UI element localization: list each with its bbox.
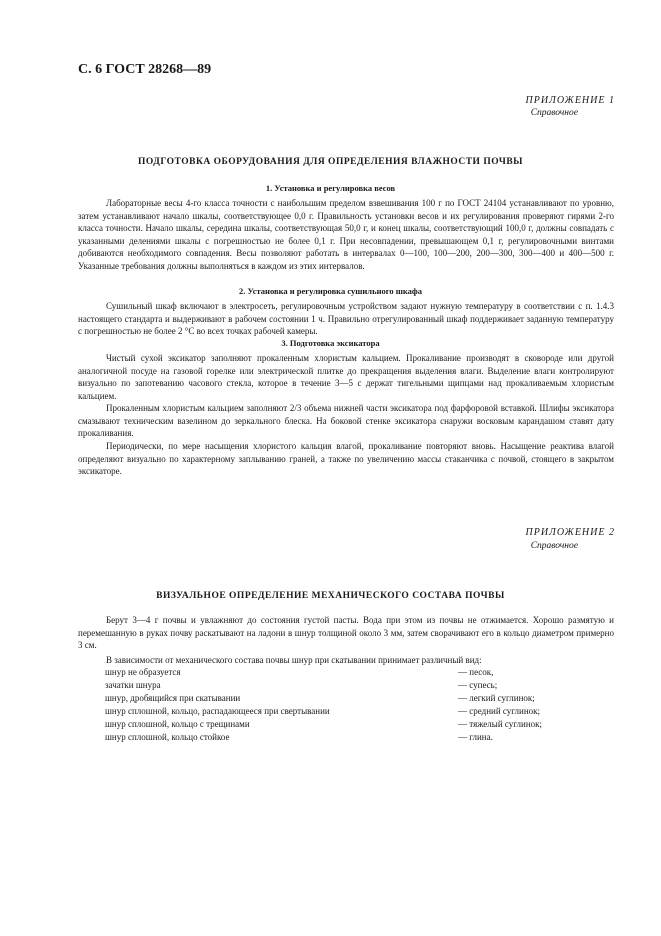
appendix-1-title: ПОДГОТОВКА ОБОРУДОВАНИЯ ДЛЯ ОПРЕДЕЛЕНИЯ ВЛАЖНОСТИ ПОЧВЫ (138, 157, 523, 167)
appendix-2-label: ПРИЛОЖЕНИЕ 2 (525, 527, 615, 538)
soil-row-description: шнур сплошной, кольцо стойкое (105, 732, 230, 742)
appendix-2-title: ВИЗУАЛЬНОЕ ОПРЕДЕЛЕНИЕ МЕХАНИЧЕСКОГО СОСТАВА ПОЧВЫ (156, 591, 505, 601)
soil-type-row (105, 732, 605, 745)
page-header: С. 6 ГОСТ 28268—89 (78, 62, 212, 77)
section-1-heading: 1. Установка и регулировка весов (265, 183, 396, 193)
soil-row-type: — легкий суглинок; (458, 693, 535, 703)
section-3-paragraph-2: Прокаленным хлористым кальцием заполняют 2/3 объема нижней части эксикатора под фарфоровой вставкой. Шлифы эксикатора смазывают техническим вазелином до зеркального блеска. На боковой стенке эксикатора снаружи восковым карандашом ставят дату прокаливания. (78, 403, 614, 438)
section-2-heading: 2. Установка и регулировка сушильного шкафа (238, 286, 423, 296)
appendix-1-label: ПРИЛОЖЕНИЕ 1 (525, 95, 615, 106)
section-1-paragraph: Лабораторные весы 4-го класса точности с наибольшим пределом взвешивания 100 г по ГОСТ 24104 устанавливают по уровню, затем устанавливают начало шкалы, соответствующее 0,0 г. Правильность установки весов и их регулирования проверяют гирями 2-го класса точности. Начало шкалы, середина шкалы, соответствующая 50,0 г, и конец шкалы, соответствующий 100,0 г, должны совпадать с указанными делениями шкалы с погрешностью не более 0,1 г. При несовпадении, превышающем 0,1 г, регулировочными винтами добиваются необходимого совпадения. Весы позволяют работать в интервалах 0—100, 100—200, 200—300, 300—400 и 400—500 г. Указанные требования должны выполняться в каждом из этих интервалов. (78, 198, 614, 271)
soil-type-row (105, 667, 605, 680)
soil-row-type: — средний суглинок; (458, 706, 541, 716)
soil-row-type: — тяжелый суглинок; (458, 719, 543, 729)
appendix-1-status: Справочное (530, 108, 578, 118)
soil-row-description: шнур сплошной, кольцо с трещинами (105, 719, 250, 729)
soil-row-type: — песок, (458, 667, 494, 677)
section-2-paragraph: Сушильный шкаф включают в электросеть, регулировочным устройством задают нужную температуру в соответствии с п. 1.4.3 настоящего стандарта и выдерживают в рабочем состоянии 1 ч. Правильно отрегулированный шкаф поддерживает заданную температуру с погрешностью не более 2 °С во всех точках рабочей камеры. (78, 301, 614, 336)
soil-row-description: шнур не образуется (105, 667, 181, 677)
section-3-paragraph-3: Периодически, по мере насыщения хлористого кальция влагой, прокаливание повторяют вновь. Насыщение реактива влагой определяют визуально по характерному заплыванию граней, а также по увеличению массы стаканчика с почвой, стоящего в закрытом эксикаторе. (78, 441, 614, 476)
soil-row-description: шнур сплошной, кольцо, распадающееся при свертывании (105, 706, 330, 716)
soil-row-type: — супесь; (458, 680, 498, 690)
appendix-2-paragraph-1: Берут 3—4 г почвы и увлажняют до состояния густой пасты. Вода при этом из почвы не отжимается. Хорошо размятую и перемешанную в руках почву раскатывают на ладони в шнур толщиной около 3 мм, затем сворачивают его в кольцо диаметром примерно 3 см. (78, 615, 614, 650)
appendix-2-paragraph-2: В зависимости от механического состава почвы шнур при скатывании принимает различный вид: (106, 655, 482, 665)
soil-row-description: зачатки шнура (105, 680, 161, 690)
soil-row-description: шнур, дробящийся при скатывании (105, 693, 241, 703)
soil-row-type: — глина. (458, 732, 493, 742)
section-3-paragraph-1: Чистый сухой эксикатор заполняют прокаленным хлористым кальцием. Прокаливание производят в сковороде или другой аналогичной посуде на газовой горелке или электрической плитке до прекращения выделения влаги. Выделение влаги контролируют визуально по запотеванию часового стекла, которое в течение 3—5 с держат тигельными щипцами над прокаливаемым хлористым кальцием. (78, 353, 614, 401)
soil-type-row (105, 706, 605, 719)
soil-type-row (105, 719, 605, 732)
soil-type-row (105, 680, 605, 693)
section-3-heading: 3. Подготовка эксикатора (281, 338, 380, 348)
soil-type-row (105, 693, 605, 706)
appendix-2-status: Справочное (530, 541, 578, 551)
